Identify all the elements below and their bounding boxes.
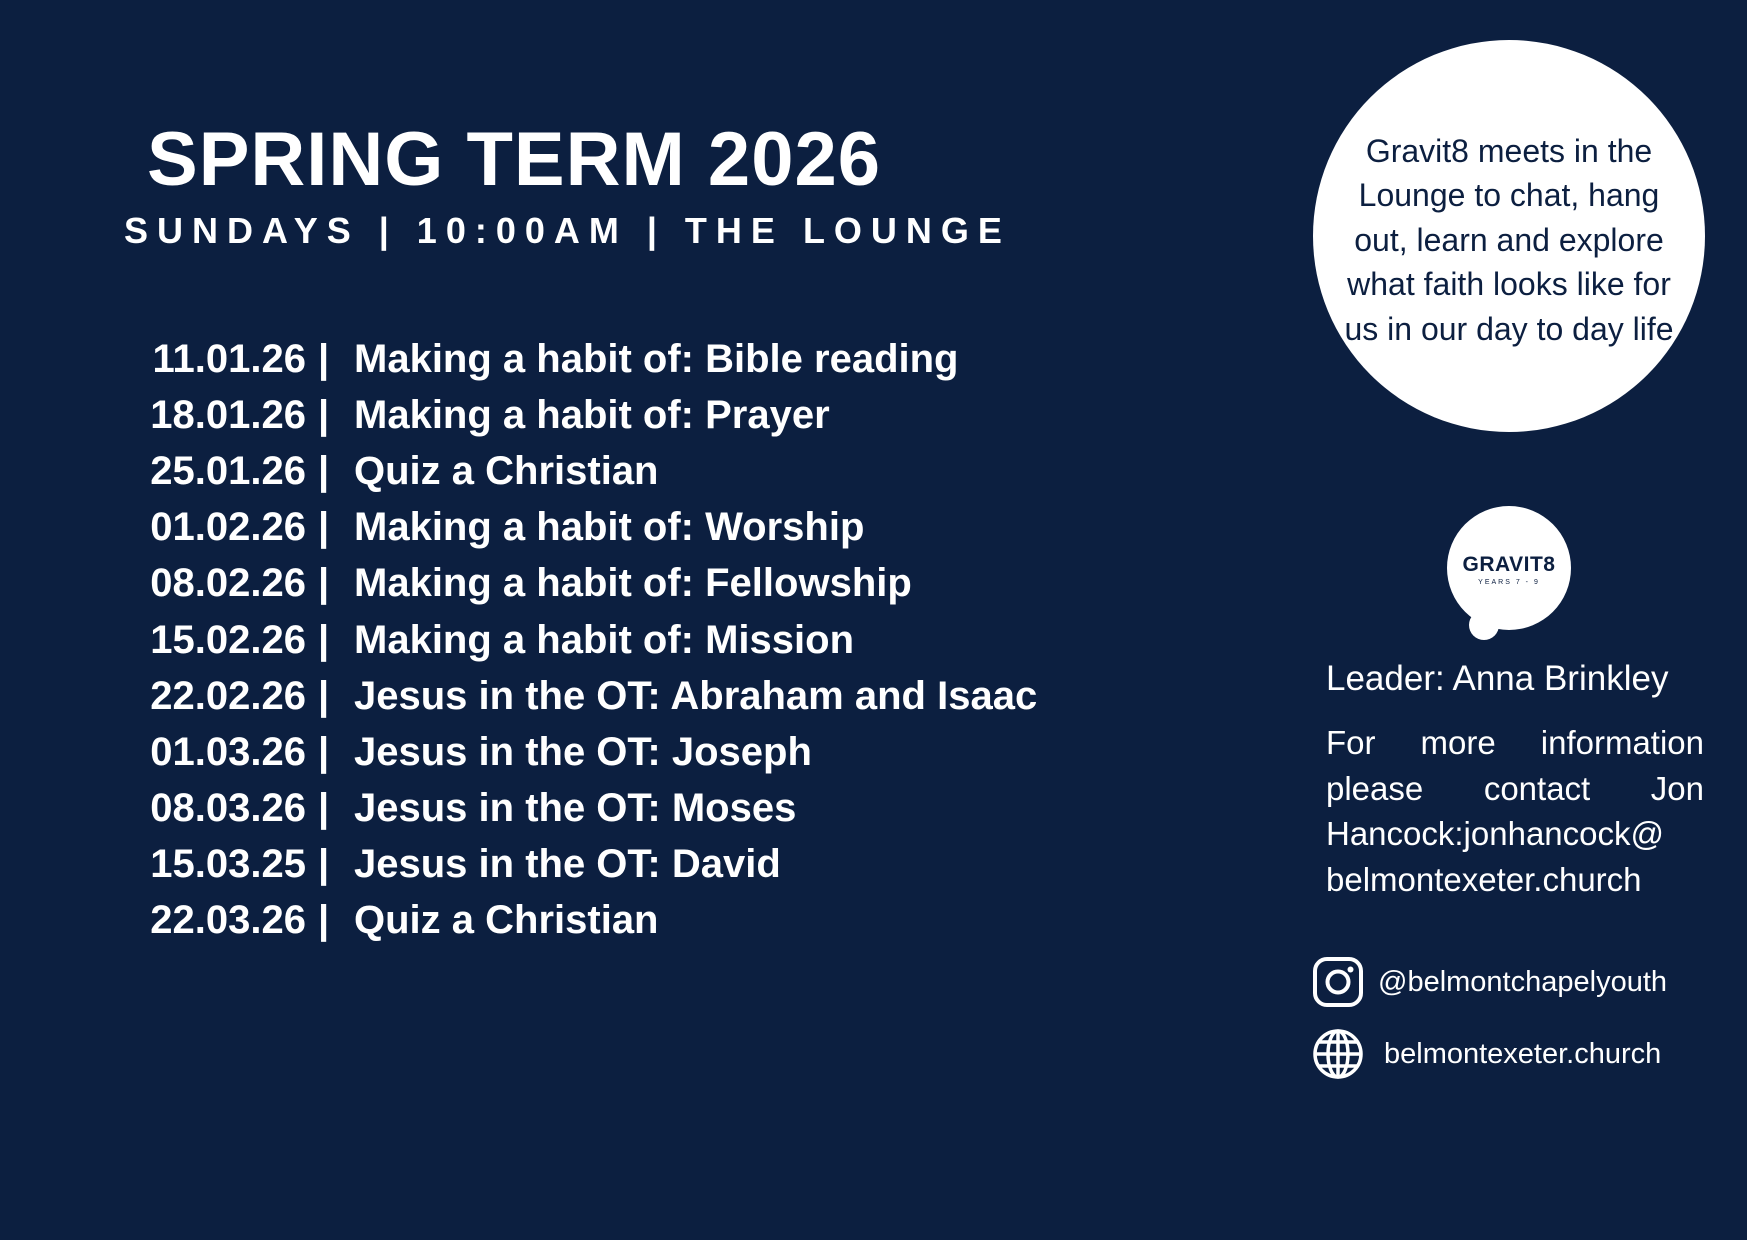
schedule-row [110, 781, 1037, 837]
schedule-row [110, 387, 1037, 443]
schedule-row [110, 443, 1037, 499]
schedule-row [110, 893, 1037, 949]
schedule-date: 08.02.26 [150, 561, 306, 606]
instagram-icon [1312, 956, 1364, 1008]
schedule-separator: | [318, 898, 330, 943]
schedule-date: 22.02.26 [150, 673, 306, 718]
schedule-topic: Making a habit of: Mission [354, 617, 855, 662]
schedule-row [110, 500, 1037, 556]
schedule-date: 01.02.26 [150, 505, 306, 550]
contact-line: For more information [1326, 724, 1704, 761]
contact-email-domain: belmontexeter.church [1326, 860, 1642, 898]
schedule-date: 18.01.26 [150, 392, 306, 437]
schedule-topic: Making a habit of: Prayer [354, 392, 830, 437]
schedule-topic: Quiz a Christian [354, 898, 659, 943]
schedule-date: 08.03.26 [150, 786, 306, 831]
schedule-topic: Jesus in the OT: Moses [354, 786, 797, 831]
schedule-row [110, 331, 1037, 387]
schedule-separator: | [318, 842, 330, 887]
logo-subtext: YEARS 7 - 9 [1478, 579, 1540, 586]
schedule-topic: Jesus in the OT: David [354, 842, 781, 887]
schedule-row [110, 668, 1037, 724]
logo-wordmark: GRAVIT8 [1462, 553, 1556, 576]
instagram-link[interactable] [1312, 956, 1667, 1008]
schedule-separator: | [318, 448, 330, 493]
schedule-list [110, 331, 1037, 949]
gravit8-logo [1447, 506, 1571, 630]
schedule-row [110, 612, 1037, 668]
schedule-separator: | [318, 617, 330, 662]
schedule-separator: | [318, 673, 330, 718]
website-link[interactable] [1312, 1028, 1661, 1080]
info-circle-text: Gravit8 meets in the Lounge to chat, hang out, learn and explore what faith looks like for us in our day to day life [1344, 132, 1674, 347]
schedule-topic: Making a habit of: Worship [354, 505, 865, 550]
schedule-date: 22.03.26 [150, 898, 306, 943]
info-circle [1313, 40, 1705, 432]
leader-text: Leader: Anna Brinkley [1326, 659, 1669, 698]
page-subtitle: SUNDAYS | 10:00AM | THE LOUNGE [124, 210, 1011, 251]
schedule-topic: Quiz a Christian [354, 448, 659, 493]
logo-speech-tail [1469, 610, 1499, 640]
schedule-date: 15.02.26 [150, 617, 306, 662]
schedule-topic: Making a habit of: Bible reading [354, 336, 959, 381]
schedule-separator: | [318, 786, 330, 831]
schedule-row [110, 837, 1037, 893]
schedule-date: 11.01.26 [152, 336, 306, 381]
schedule-topic: Making a habit of: Fellowship [354, 561, 912, 606]
schedule-topic: Jesus in the OT: Joseph [354, 729, 812, 774]
schedule-date: 15.03.25 [150, 842, 306, 887]
schedule-date: 25.01.26 [150, 448, 306, 493]
schedule-row [110, 556, 1037, 612]
schedule-row [110, 724, 1037, 780]
contact-line: please contact Jon [1326, 769, 1704, 807]
contact-info [1326, 720, 1704, 902]
schedule-separator: | [318, 505, 330, 550]
schedule-separator: | [318, 336, 330, 381]
schedule-topic: Jesus in the OT: Abraham and Isaac [354, 673, 1038, 718]
schedule-separator: | [318, 392, 330, 437]
page-title: SPRING TERM 2026 [147, 117, 881, 202]
schedule-separator: | [318, 729, 330, 774]
contact-email-line: Hancock:jonhancock@ [1326, 815, 1665, 852]
globe-icon [1312, 1028, 1364, 1080]
website-url: belmontexeter.church [1384, 1037, 1662, 1070]
instagram-handle: @belmontchapelyouth [1378, 965, 1668, 998]
schedule-date: 01.03.26 [150, 729, 306, 774]
schedule-separator: | [318, 561, 330, 606]
